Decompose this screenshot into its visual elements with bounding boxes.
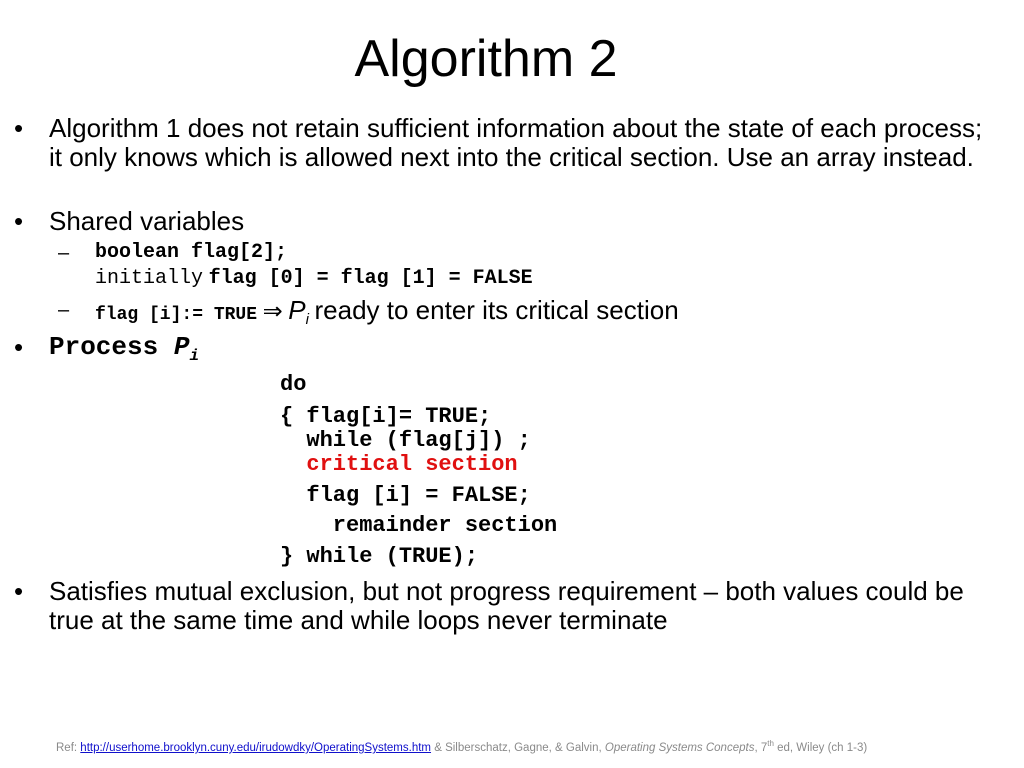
code-do: do (280, 372, 307, 397)
bullet-dot-icon: • (14, 576, 24, 606)
code-line-critical-section: critical section (280, 452, 518, 477)
process-subscript: i (189, 347, 200, 366)
reference-link[interactable]: http://userhome.brooklyn.cuny.edu/irudowdky/OperatingSystems.htm (80, 741, 432, 754)
code-line-flag-clear: flag [i] = FALSE; (280, 483, 531, 508)
ref-book-title: Operating Systems Concepts (604, 741, 755, 754)
ref-edition-rest: ed, Wiley (ch 1-3) (773, 741, 868, 754)
ref-authors: & Silberschatz, Gagne, & Galvin, (431, 741, 605, 754)
implies-arrow-icon: ⇒ (262, 298, 283, 325)
process-symbol: P (288, 295, 306, 325)
sub-bullet-flag-true (58, 296, 988, 334)
bullet-dot-icon: • (14, 332, 24, 362)
bullet-dot-icon: • (14, 113, 24, 143)
process-subscript: i (305, 311, 309, 328)
process-label: Process (49, 332, 159, 362)
reference-footer (56, 739, 1016, 754)
code-line-while-true: } while (TRUE); (280, 544, 479, 569)
sub-bullet-flag-declaration (58, 241, 988, 291)
bullet-dot-icon: • (14, 206, 24, 236)
bullet-shared-variables (14, 207, 994, 236)
bullet-conclusion (14, 577, 994, 635)
flag-initialization: flag [0] = flag [1] = FALSE (208, 267, 533, 290)
bullet-intro-text: Algorithm 1 does not retain sufficient information about the state of each process; it only knows which is allowed next into the critical section. Use an array instead. (49, 113, 983, 172)
slide-title: Algorithm 2 (354, 30, 618, 88)
code-line-remainder-section: remainder section (280, 513, 558, 538)
flag-true-code: flag [i]:= TRUE (95, 305, 258, 325)
code-line-flag-set: { flag[i]= TRUE; (280, 404, 492, 429)
ref-edition-suffix: th (767, 739, 774, 748)
bullet-conclusion-text: Satisfies mutual exclusion, but not progress requirement – both values could be true at the same time and while loops never terminate (49, 576, 964, 635)
bullet-intro (14, 114, 994, 172)
code-line-while: while (flag[j]) ; (280, 428, 531, 453)
ready-description: ready to enter its critical section (314, 295, 679, 325)
flag-declaration: boolean flag[2]; (95, 241, 288, 264)
sub-bullet-dash-icon: – (58, 242, 70, 264)
initially-keyword: initially (95, 267, 204, 290)
bullet-process (14, 333, 994, 371)
process-symbol: P (173, 332, 190, 362)
ref-label: Ref: (56, 741, 81, 754)
sub-bullet-dash-icon: – (58, 299, 70, 321)
bullet-shared-variables-text: Shared variables (49, 206, 245, 236)
ref-edition-prefix: , 7 (754, 741, 768, 754)
